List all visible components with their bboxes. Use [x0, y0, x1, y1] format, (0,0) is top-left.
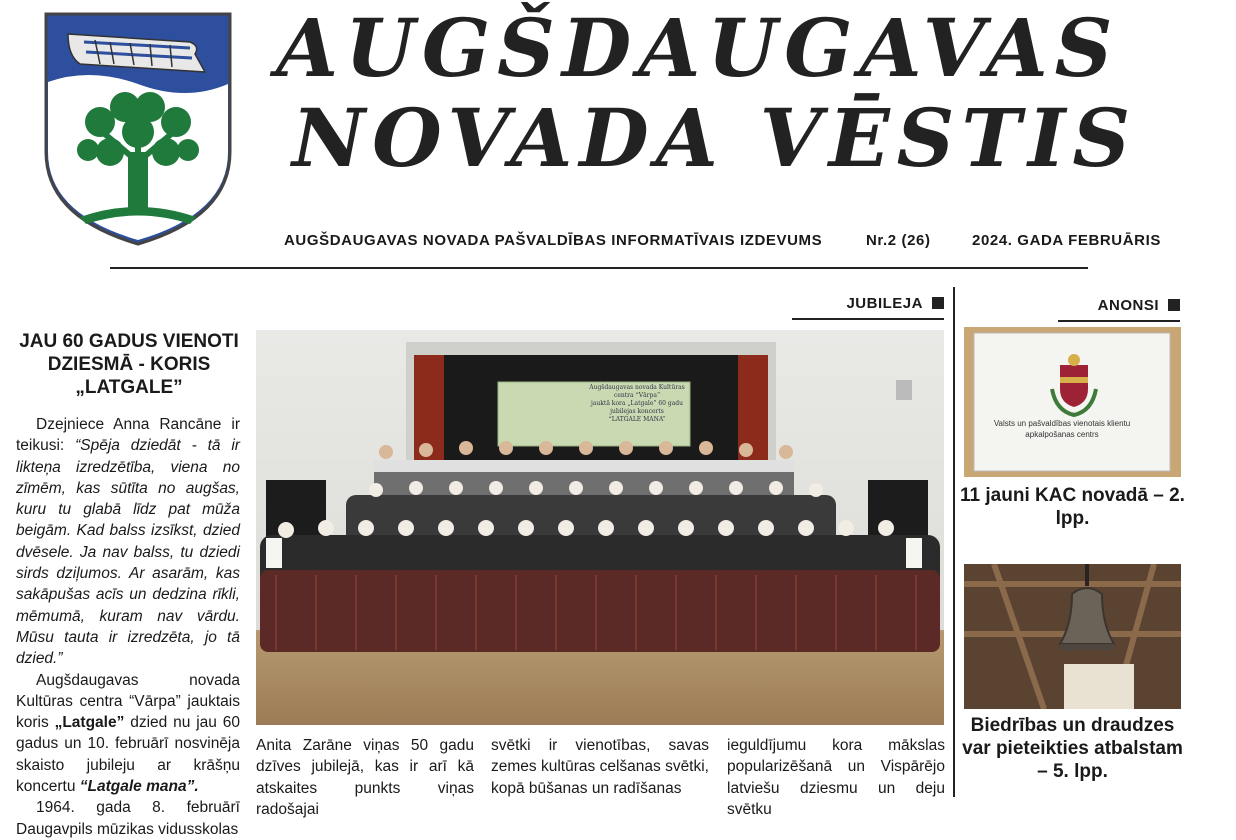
article-paragraph	[16, 670, 240, 798]
section-tag-jubileja	[792, 295, 944, 320]
stage-screen-caption	[585, 384, 689, 423]
church-bell-photo	[964, 564, 1181, 709]
masthead-title-line2: NOVADA VĒSTIS	[292, 91, 1138, 185]
masthead-subtitle: AUGŠDAUGAVAS NOVADA PAŠVALDĪBAS INFORMATĪVAIS IZDEVUMS	[284, 232, 823, 249]
crest-shield-icon	[40, 12, 236, 248]
square-bullet-icon	[932, 297, 944, 309]
caption-line: “LATGALE MANA”	[608, 416, 666, 423]
sidebar-headline-support[interactable]: Biedrības un draudzes var pieteikties atbalstam – 5. lpp.	[962, 715, 1183, 782]
choir-name: „Latgale”	[54, 714, 125, 732]
concert-name: “Latgale mana”.	[79, 778, 199, 796]
article-paragraph	[16, 414, 240, 670]
square-bullet-icon	[1168, 299, 1180, 311]
paragraph-text: Dzejniece Anna Rancāne ir teikusi:	[16, 416, 240, 455]
sidebar-headline-kac[interactable]: 11 jauni KAC novadā – 2. lpp.	[960, 485, 1185, 529]
quote-text: “Spēja dziedāt - tā ir likteņa izredzētība, viena no zīmēm, kas sūtīta no augšas, kuru tu glabā līdz pat mūža beigām. Kad balss izsīkst, dzied dvēsele. Ja nav balss, tu dziedi sirds dziļumos. Ar asarām, kas sakāpušas acīs un dedzina rīkli, mēmumā, kuram nav vārdu. Mūsu tauta ir izredzēta, jo tā dzied.”	[16, 437, 240, 668]
kac-sign-text: Valsts un pašvaldības vienotais klientu apkalpošanas centrs	[993, 419, 1131, 439]
coat-of-arms-logo	[40, 12, 236, 248]
article-left-column	[16, 414, 240, 840]
issue-number: Nr.2 (26)	[866, 232, 931, 249]
caption-line: jauktā kora „Latgale” 60 gadu jubilejas koncerts	[590, 400, 684, 415]
caption-line: Augšdaugavas novada Kultūras centra “Vārpa”	[589, 384, 685, 399]
kac-sign-photo	[964, 327, 1181, 477]
masthead-title-line1: AUGŠDAUGAVAS	[276, 1, 1120, 95]
article-column-3: ieguldījumu kora mākslas popularizēšanā un Vispārējo latviešu dziesmu un deju svētku	[727, 737, 945, 818]
section-tag-label: JUBILEJA	[846, 295, 923, 312]
masthead-divider	[110, 267, 1088, 269]
article-headline: JAU 60 GADUS VIENOTI DZIESMĀ - KORIS „LATGALE”	[19, 331, 239, 398]
section-tag-label: ANONSI	[1097, 297, 1159, 314]
article-column-1: Anita Zarāne viņas 50 gadu dzīves jubilejā, kas ir arī kā atskaites punkts viņas radošajai	[256, 737, 474, 818]
article-paragraph: 1964. gada 8. februārī Daugavpils mūzikas vidusskolas	[16, 799, 240, 838]
paragraph-text: Augšdaugavas novada Kultūras centra “Vārpa” jauktais koris	[16, 671, 240, 732]
section-tag-anonsi	[1058, 297, 1180, 322]
article-column-2: svētki ir vienotības, savas zemes kultūras celšanas svētki, kopā būšanas un radīšanas	[491, 737, 709, 797]
paragraph-text: dzied nu jau 60 gadus un 10. februārī nosvinēja skaisto jubileju ar krāšņu koncertu	[16, 714, 240, 796]
sidebar-divider	[953, 287, 955, 797]
issue-date: 2024. GADA FEBRUĀRIS	[972, 232, 1161, 249]
